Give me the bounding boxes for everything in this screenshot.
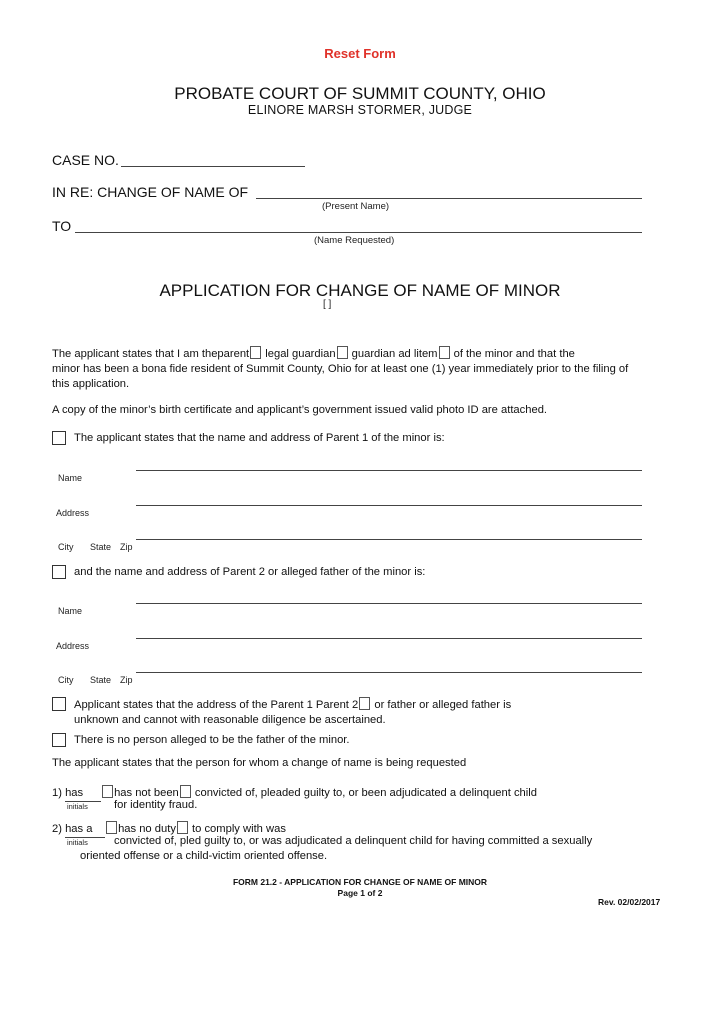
unknown-address-checkbox[interactable] [52, 697, 66, 711]
parent2-name-field[interactable] [136, 603, 642, 604]
parent2-address-label: Address [56, 641, 90, 651]
item1-text: convicted of, pleaded guilty to, or been adjudicated a delinquent child [191, 787, 537, 799]
present-name-field[interactable] [256, 198, 642, 199]
parent2-checkbox[interactable] [52, 565, 66, 579]
parent2-address-field[interactable] [136, 638, 642, 639]
parent1-state-label: State [90, 542, 112, 552]
item1-has-initials-field[interactable] [65, 786, 101, 802]
parent2-option-checkbox[interactable] [359, 697, 370, 710]
item2-duty-checkbox[interactable] [177, 821, 188, 834]
unknown-address-statement [74, 697, 684, 728]
statement-text: minor has been a bona fide resident of Summit County, Ohio for at least one (1) year immediately prior to the filing of [52, 363, 629, 375]
case-no-field[interactable] [121, 166, 305, 167]
no-father-checkbox[interactable] [52, 733, 66, 747]
heading-text: and the name and address of [74, 566, 223, 578]
heading-text: the [364, 566, 381, 578]
item1-has-not-checkbox[interactable] [102, 785, 113, 798]
parent1-address-label: Address [56, 508, 90, 518]
statement-text: Applicant states that the address of the [74, 699, 271, 711]
item1-been: been [153, 787, 179, 799]
option-parent2: Parent 2 [312, 699, 359, 711]
item2-line3: oriented offense or a child-victim oriented offense. [80, 850, 328, 862]
statement-text: of the minor and that the [450, 348, 575, 360]
item2-text: to comply with was [188, 823, 286, 835]
item2-line2: convicted of, pled guilty to, or was adjudicated a delinquent child for having committed a sexually [114, 835, 593, 847]
applicant-statement [52, 346, 662, 392]
guardian-ad-litem-checkbox[interactable] [439, 346, 450, 359]
footer-revision: Rev. 02/02/2017 [598, 897, 661, 907]
court-title: PROBATE COURT OF SUMMIT COUNTY, OHIO [174, 84, 546, 103]
parent2-city-state-zip-field[interactable] [136, 672, 642, 673]
item1-number: 1) [52, 787, 62, 799]
case-no-label: CASE NO. [52, 152, 119, 168]
item2-has-no-option: has no [118, 823, 152, 835]
statement-text: The applicant states that I am the [52, 348, 218, 360]
footer-page-number: Page 1 of 2 [337, 888, 383, 898]
judge-name: ELINORE MARSH STORMER, JUDGE [247, 103, 473, 117]
parent1-name-field[interactable] [136, 470, 642, 471]
heading-text: or alleged father of [264, 566, 365, 578]
heading-text: minor is: [380, 566, 426, 578]
parent1-checkbox[interactable] [52, 431, 66, 445]
form-title: APPLICATION FOR CHANGE OF NAME OF MINOR [159, 281, 561, 300]
legal-guardian-checkbox[interactable] [337, 346, 348, 359]
parent1-city-label: City [58, 542, 74, 552]
item1-line2: for identity fraud. [114, 799, 198, 811]
parent1-name-label: Name [58, 473, 83, 483]
statement-text: unknown and cannot with reasonable diligence be ascertained. [74, 714, 386, 726]
name-requested-hint: (Name Requested) [314, 235, 395, 246]
statement-text: or father or [371, 699, 433, 711]
item1-been-checkbox[interactable] [180, 785, 191, 798]
option-legal-guardian: legal guardian [262, 348, 336, 360]
item2-number: 2) [52, 823, 62, 835]
parent-checkbox[interactable] [250, 346, 261, 359]
option-parent1: Parent 1 [270, 699, 313, 711]
no-father-statement: There is no person alleged to be the father of the minor. [74, 734, 350, 746]
parent2-zip-label: Zip [120, 675, 133, 685]
option-alleged: alleged [432, 699, 469, 711]
footer-form-name: FORM 21.2 - APPLICATION FOR CHANGE OF NAME OF MINOR [232, 877, 488, 887]
item1-has-option: has [65, 787, 84, 799]
parent1-city-state-zip-field[interactable] [136, 539, 642, 540]
option-guardian-ad-litem: guardian ad litem [348, 348, 438, 360]
option-parent: parent [217, 348, 250, 360]
name-requested-field[interactable] [75, 232, 642, 233]
statement-text: father is [468, 699, 512, 711]
present-name-hint: (Present Name) [322, 201, 390, 212]
in-re-label: IN RE: CHANGE OF NAME OF [52, 184, 249, 200]
parent2-name-label: Name [58, 606, 83, 616]
form-title-bracket: [ ] [323, 299, 332, 310]
parent2-state-label: State [90, 675, 112, 685]
parent2-city-label: City [58, 675, 74, 685]
item2-has-a-checkbox[interactable] [106, 821, 117, 834]
parent2-heading [74, 565, 684, 580]
reset-form-button[interactable]: Reset Form [324, 46, 396, 61]
heading-text: Parent 2 [222, 566, 265, 578]
item1-has-not-option: has not [114, 787, 151, 799]
parent1-address-field[interactable] [136, 505, 642, 506]
birth-certificate-statement: A copy of the minor’s birth certificate and applicant’s government issued valid photo ID are attached. [52, 404, 548, 416]
item1-initials-label: initials [67, 802, 88, 811]
item2-initials-label: initials [67, 838, 88, 847]
item2-initials-field[interactable] [65, 822, 105, 838]
parent1-heading: The applicant states that the name and address of Parent 1 of the minor is: [74, 432, 445, 444]
statement-text: this application. [52, 378, 130, 390]
item2-has-a-option: has a [65, 823, 93, 835]
parent1-zip-label: Zip [120, 542, 133, 552]
item2-duty: duty [154, 823, 176, 835]
person-statement: The applicant states that the person for whom a change of name is being requested [52, 757, 467, 769]
to-label: TO [52, 218, 72, 234]
